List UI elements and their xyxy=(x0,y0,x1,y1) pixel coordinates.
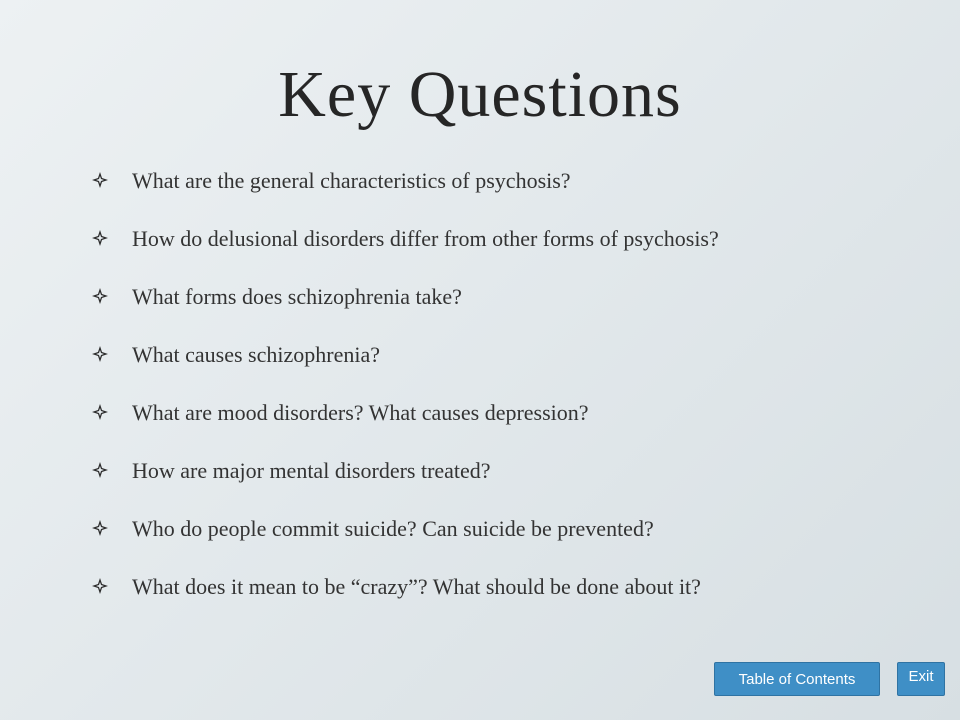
exit-button[interactable]: Exit xyxy=(897,662,945,696)
list-item-text: What are the general characteristics of psychosis? xyxy=(132,168,571,193)
list-item xyxy=(92,574,892,599)
four-petal-diamond-icon xyxy=(92,404,108,420)
list-item xyxy=(92,342,892,367)
key-questions-list xyxy=(92,168,892,599)
four-petal-diamond-icon xyxy=(92,288,108,304)
list-item xyxy=(92,400,892,425)
list-item xyxy=(92,458,892,483)
four-petal-diamond-icon xyxy=(92,520,108,536)
list-item-text: Who do people commit suicide? Can suicide be prevented? xyxy=(132,516,654,541)
list-item xyxy=(92,284,892,309)
list-item-text: What does it mean to be “crazy”? What should be done about it? xyxy=(132,574,701,599)
four-petal-diamond-icon xyxy=(92,578,108,594)
table-of-contents-button[interactable]: Table of Contents xyxy=(714,662,880,696)
four-petal-diamond-icon xyxy=(92,172,108,188)
slide-title: Key Questions xyxy=(278,58,682,131)
list-item-text: What causes schizophrenia? xyxy=(132,342,380,367)
list-item xyxy=(92,168,892,193)
list-item-text: What are mood disorders? What causes depression? xyxy=(132,400,589,425)
list-item-text: How do delusional disorders differ from other forms of psychosis? xyxy=(132,226,719,251)
list-item xyxy=(92,516,892,541)
four-petal-diamond-icon xyxy=(92,230,108,246)
list-item-text: What forms does schizophrenia take? xyxy=(132,284,462,309)
list-item-text: How are major mental disorders treated? xyxy=(132,458,491,483)
four-petal-diamond-icon xyxy=(92,462,108,478)
list-item xyxy=(92,226,892,251)
four-petal-diamond-icon xyxy=(92,346,108,362)
